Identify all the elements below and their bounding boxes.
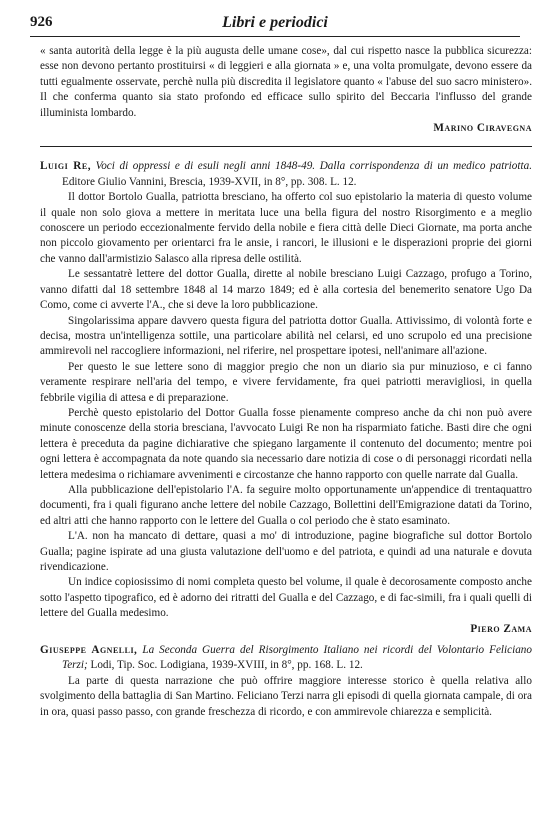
review-2-bibliographic-entry — [40, 159, 532, 190]
review-2-author: Luigi Re, — [40, 160, 92, 173]
section-divider — [40, 146, 532, 147]
review-1-signature: Marino Ciravegna — [433, 122, 532, 135]
review-3-author: Giuseppe Agnelli, — [40, 644, 138, 657]
page-header — [30, 14, 520, 37]
review-2-paragraph: Per questo le sue lettere sono di maggior pregio che non un diario sia pur minuzioso, e ci fanno veramente respirare nell'aria del tempo, e vivere fervidamente, fra quei patriotti meravigliosi, in quella febbrile vigilia di attesa e di preparazione. — [40, 360, 532, 404]
page-number: 926 — [30, 14, 53, 30]
review-2 — [40, 159, 532, 637]
review-2-paragraph: Alla pubblicazione dell'epistolario l'A. fa seguire molto opportunamente un'appendice di trentaquattro documenti, fra i quali figurano anche lettere del nobile Cazzago, Bollettini dell'Emigrazione datati da Torino, ed altri atti che hanno rapporto con le lettere del Gualla o col periodo che è stato esaminato. — [40, 483, 532, 527]
review-2-paragraph: L'A. non ha mancato di dettare, quasi a mo' di introduzione, pagine biografiche sul dottor Bortolo Gualla; pagine ispirate ad una giusta valutazione dell'uomo e del patriota, e quindi ad una naturale e dovuta rivendicazione. — [40, 530, 532, 573]
review-2-publication: Editore Giulio Vannini, Brescia, 1939-XVII, in 8°, pp. 308. L. 12. — [62, 175, 357, 188]
review-2-paragraph: Il dottor Bortolo Gualla, patriotta bresciano, ha offerto col suo epistolario la materia di questo volume il quale non solo giova a mettere in meritata luce una bella figura del nostro Risorgimento e a meglio conoscere un periodo eccezionalmente fervido della nobile e fiera città delle Dieci Giornate, ma porta anche non piccolo giovamento per orientarci fra le ansie, i rancori, le illusioni e le disperazioni proprie dei giorni che vanno dall'armistizio Salasco alla ripresa delle ostilità. — [40, 191, 532, 265]
review-2-signature: Piero Zama — [470, 622, 532, 635]
review-1-tail — [40, 44, 532, 136]
running-head: Libri e periodici — [222, 14, 328, 31]
review-1-closing-paragraph: « santa autorità della legge è la più augusta delle umane cose», dal cui rispetto nasce la pubblica sicurezza: esse non devono pertanto prostituirsi « di leggieri e alla giornata » e, una volta promulgate, devono essere da tutti egualmente osservate, perchè nulla più discredita il legislatore quanto « l'abuse del suo sacro ministero». Il che conferma quanto sia stato profondo ed efficace sullo spirito del Beccaria l'influsso del grande illuminista lombardo. — [40, 45, 532, 119]
review-2-paragraph: Singolarissima appare davvero questa figura del patriotta dottor Gualla. Attivissimo, di volontà forte e decisa, mostra un'intelligenza sottile, una particolare abilità nel celarsi, ed uno scrupolo ed una precisione ammirevoli nel raccogliere informazioni, nel riferire, nel prospettare ipotesi, nell'animare all'azione. — [40, 314, 532, 358]
review-3 — [40, 643, 532, 720]
page-body — [40, 44, 532, 720]
review-3-paragraph: La parte di questa narrazione che può offrire maggiore interesse storico è quella relativa allo svolgimento della battaglia di San Martino. Feliciano Terzi narra gli episodi di quella giornata campale, di ora in ora, quasi passo passo, con grande freschezza di ricordo, e con ammirevole chiarezza e semplicità. — [40, 674, 532, 718]
review-3-title: La Seconda Guerra del Risorgimento Italiano nei ricordi del Volontario Feliciano Terzi; — [62, 644, 532, 672]
review-2-paragraph: Le sessantatrè lettere del dottor Gualla, dirette al nobile bresciano Luigi Cazzago, profugo a Torino, vanno difatti dal 18 settembre 1848 al 14 marzo 1849; ed è alla cortesia del benemerito senatore Ugo Da Como, come ci avverte l'A., che si deve la loro pubblicazione. — [40, 268, 532, 312]
review-2-paragraph: Perchè questo epistolario del Dottor Gualla fosse pienamente compreso anche da chi non può avere minute conoscenze della storia bresciana, l'avvocato Luigi Re non ha risparmiato fatiche. Basti dire che ogni lettera è preceduta da pagine dichiarative che spiegano largamente il contenuto del documento; mentre poi ogni lettera è accompagnata da note quando sia necessario dare notizia di cose o di personaggi ricordati nella lettera medesima o richiamare avvenimenti e circostanze che hanno rapporto con quelle narrate dal Gualla. — [40, 406, 532, 481]
review-2-paragraph: Un indice copiosissimo di nomi completa questo bel volume, il quale è decorosamente composto anche sotto l'aspetto tipografico, ed è adorno dei ritratti del Gualla e del Cazzago, e di fac-simili, fra i quali quelli di lettere del Gualla medesimo. — [40, 576, 532, 620]
review-3-publication: Lodi, Tip. Soc. Lodigiana, 1939-XVIII, in 8°, pp. 168. L. 12. — [90, 659, 363, 672]
review-3-bibliographic-entry — [40, 643, 532, 674]
review-2-title: Voci di oppressi e di esuli negli anni 1848-49. Dalla corrispondenza di un medico patriotta. — [95, 160, 532, 173]
